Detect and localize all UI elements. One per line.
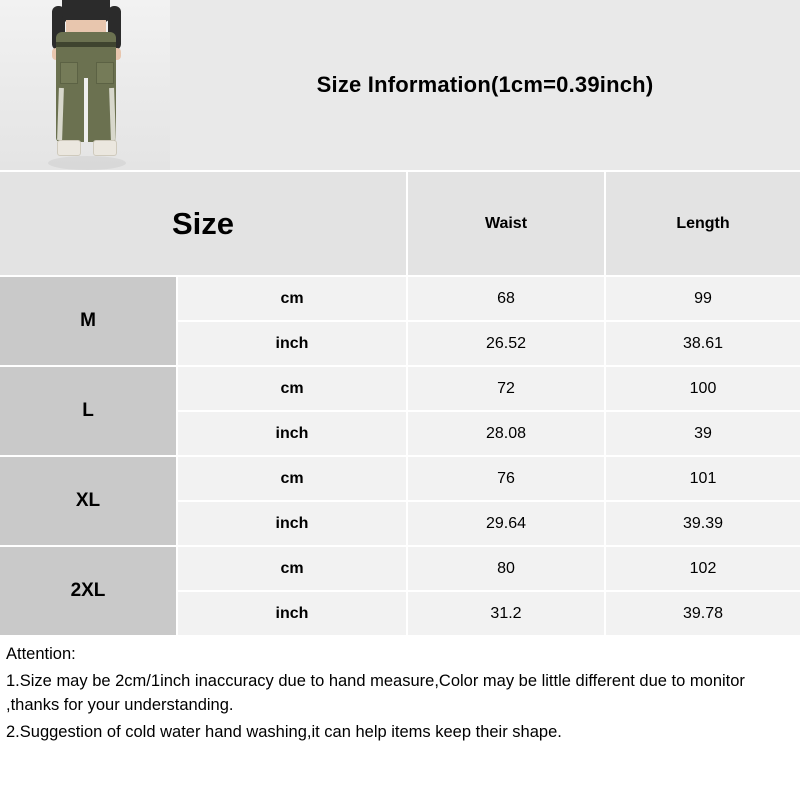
column-header-length xyxy=(606,172,800,275)
measurement-row-inch xyxy=(178,322,800,365)
column-header-waist-label: Waist xyxy=(484,214,528,232)
chart-title-cell xyxy=(170,0,800,170)
unit-cell: cm xyxy=(178,367,408,410)
length-value-cell: 99 xyxy=(606,277,800,320)
waist-value-cell: 72 xyxy=(408,367,606,410)
waist-value-cell: 76 xyxy=(408,457,606,500)
waist-value-cell: 31.2 xyxy=(408,592,606,635)
cargo-pocket-right xyxy=(96,62,114,84)
size-label-cell xyxy=(0,457,178,545)
measurement-row-inch xyxy=(178,502,800,545)
measurement-rows xyxy=(178,367,800,455)
cargo-pocket-left xyxy=(60,62,78,84)
waist-value-cell: 29.64 xyxy=(408,502,606,545)
unit-cell: cm xyxy=(178,457,408,500)
waist-value-cell: 28.08 xyxy=(408,412,606,455)
measurement-rows xyxy=(178,277,800,365)
product-photo xyxy=(0,0,170,170)
unit-cell: inch xyxy=(178,412,408,455)
measurement-row-cm xyxy=(178,277,800,322)
size-label-text: M xyxy=(80,310,96,331)
column-header-size-label: Size xyxy=(171,205,235,241)
table-row xyxy=(0,367,800,457)
measurement-rows xyxy=(178,547,800,635)
model-crop-top xyxy=(62,0,110,22)
column-header-row xyxy=(0,172,800,277)
measurement-row-cm xyxy=(178,457,800,502)
measurement-row-cm xyxy=(178,547,800,592)
model-left-shoe xyxy=(57,140,81,156)
unit-cell: inch xyxy=(178,502,408,545)
length-value-cell: 38.61 xyxy=(606,322,800,365)
table-row xyxy=(0,457,800,547)
size-label-cell xyxy=(0,547,178,635)
column-header-size xyxy=(0,172,408,275)
attention-block xyxy=(0,637,800,745)
waist-value-cell: 80 xyxy=(408,547,606,590)
length-value-cell: 100 xyxy=(606,367,800,410)
unit-cell: inch xyxy=(178,322,408,365)
photo-floor-shadow xyxy=(48,156,126,170)
table-row xyxy=(0,277,800,367)
unit-cell: cm xyxy=(178,547,408,590)
length-value-cell: 101 xyxy=(606,457,800,500)
attention-heading: Attention: xyxy=(6,645,76,663)
measurement-row-cm xyxy=(178,367,800,412)
size-label-text: 2XL xyxy=(70,580,106,601)
page-title: Size Information(1cm=0.39inch) xyxy=(316,72,654,97)
column-header-waist xyxy=(408,172,606,275)
length-value-cell: 39.39 xyxy=(606,502,800,545)
pants-waistband xyxy=(56,42,116,47)
attention-note-1: 1.Size may be 2cm/1inch inaccuracy due to hand measure,Color may be little different due to monitor ,thanks for your understanding. xyxy=(6,671,745,714)
header-row xyxy=(0,0,800,172)
column-header-length-label: Length xyxy=(676,214,730,232)
unit-cell: inch xyxy=(178,592,408,635)
measurement-row-inch xyxy=(178,412,800,455)
attention-note-2: 2.Suggestion of cold water hand washing,it can help items keep their shape. xyxy=(6,722,562,741)
waist-value-cell: 68 xyxy=(408,277,606,320)
unit-cell: cm xyxy=(178,277,408,320)
size-label-cell xyxy=(0,277,178,365)
waist-value-cell: 26.52 xyxy=(408,322,606,365)
size-label-text: L xyxy=(82,400,94,421)
pants-leg-gap xyxy=(84,78,88,142)
size-label-cell xyxy=(0,367,178,455)
measurement-rows xyxy=(178,457,800,545)
table-row xyxy=(0,547,800,637)
length-value-cell: 39 xyxy=(606,412,800,455)
measurement-row-inch xyxy=(178,592,800,635)
size-label-text: XL xyxy=(75,490,101,511)
length-value-cell: 102 xyxy=(606,547,800,590)
model-right-shoe xyxy=(93,140,117,156)
length-value-cell: 39.78 xyxy=(606,592,800,635)
